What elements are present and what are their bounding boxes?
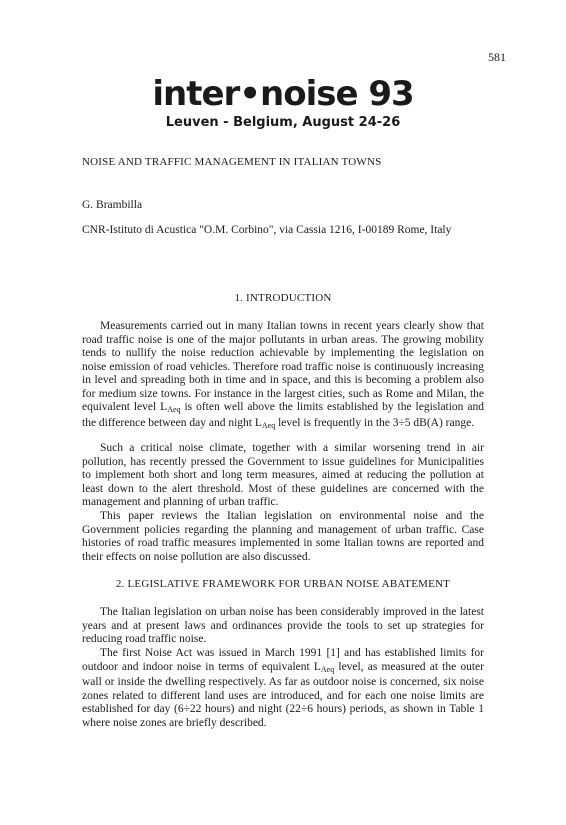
- intro-paragraph-2: Such a critical noise climate, together with a similar worsening trend in air pollution, has recently pressed the Government to issue guidelines for Municipalities to implement both short and long term measures, aimed at reducing the pollution at least down to the alert threshold. Most of these guidelines are concerned with the management and planning of urban traffic.: [82, 442, 484, 508]
- legislation-paragraph-2: The first Noise Act was issued in March 1991 [1] and has established limits for outdoor and indoor noise in terms of equivalent $L_{Aeq}$ level, as measured at the outer wall or inside the dwelling respectively. As far as outdoor noise is concerned, six noise zones related to different land uses are introduced, and for each one noise limits are established for day (6÷22 hours) and night (22÷6 hours) periods, as shown in Table 1 where noise zones are briefly described.: [82, 647, 484, 729]
- paper-title: NOISE AND TRAFFIC MANAGEMENT IN ITALIAN TOWNS: [82, 156, 382, 168]
- intro-paragraph-3: This paper reviews the Italian legislation on environmental noise and the Government policies regarding the planning and management of urban traffic. Case histories of road traffic measures implemented in some Italian towns are reported and their effects on noise pollution are also discussed.: [82, 510, 484, 563]
- affiliation: CNR-Istituto di Acustica "O.M. Corbino", via Cassia 1216, I-00189 Rome, Italy: [82, 224, 452, 236]
- legislation-paragraph-1: The Italian legislation on urban noise has been considerably improved in the latest years and at present laws and ordinances provide the tools to set up strategies for reducing road traffic noise.: [82, 606, 484, 645]
- page-number: 581: [488, 50, 506, 64]
- conference-subtitle: Leuven - Belgium, August 24-26: [165, 115, 401, 130]
- author: G. Brambilla: [82, 199, 143, 211]
- conference-logo: inter•noise 93: [152, 74, 414, 114]
- section-heading-introduction: 1. INTRODUCTION: [234, 292, 332, 304]
- section-heading-legislative: 2. LEGISLATIVE FRAMEWORK FOR URBAN NOISE ABATEMENT: [115, 578, 451, 590]
- intro-paragraph-1: Measurements carried out in many Italian towns in recent years clearly show that road traffic noise is one of the major pollutants in urban areas. The growing mobility tends to nullify the noise reduction achievable by implementing the legislation on noise emission of road vehicles. Therefore road traffic noise is continuously increasing in level and spreading both in time and in space, and this is becoming a problem also for medium size towns. For instance in the largest cities, such as Rome and Milan, the equivalent level $L_{Aeq}$ is often well above the limits established by the legislation and the difference between day and night $L_{Aeq}$ level is frequently in the 3÷5 dB(A) range.: [82, 320, 484, 430]
